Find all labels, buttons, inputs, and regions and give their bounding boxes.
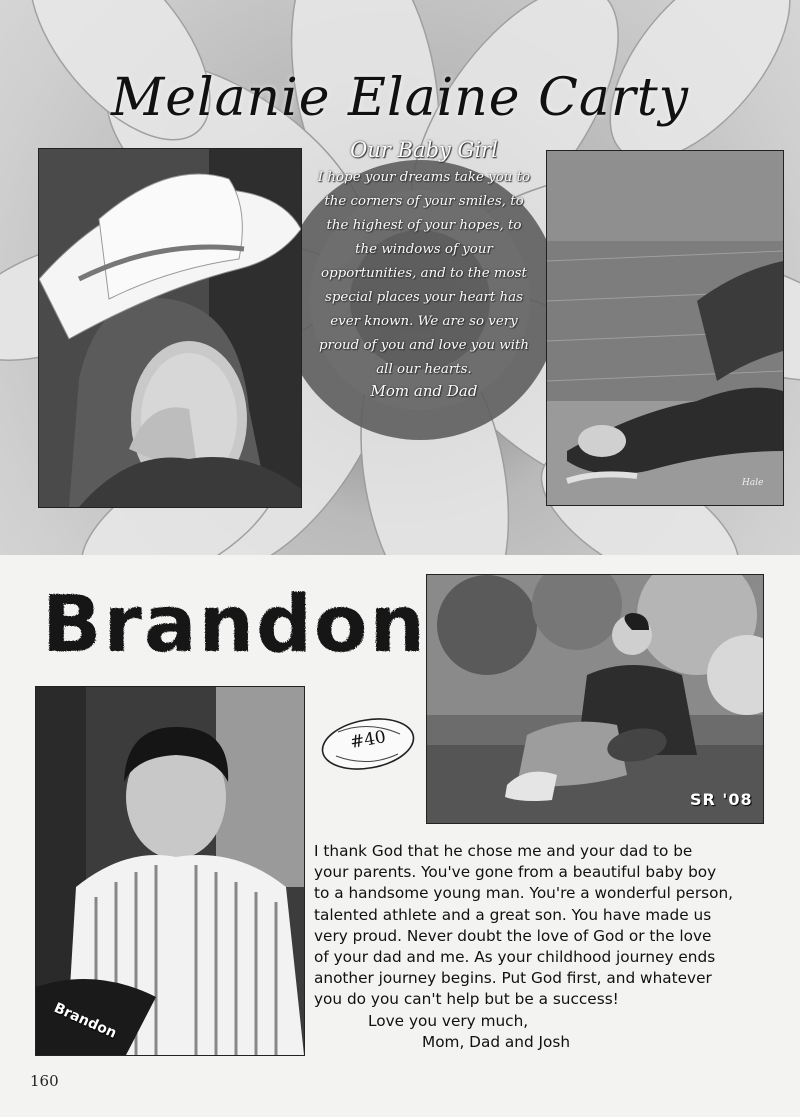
message-line: proud of you and love you with [318,338,530,353]
message-line: the corners of your smiles, to [324,194,524,209]
brandon-name-title [42,580,427,670]
melanie-section [0,0,800,555]
message-line: special places your heart has [324,290,524,305]
message-body [300,166,548,382]
melanie-message [300,138,548,438]
portrait-caption: Brandon [51,1000,119,1042]
message-heading: Our Baby Girl [350,138,498,162]
page-number: 160 [30,1072,59,1090]
message-line: ever known. We are so very [330,314,518,329]
message-line: all our hearts. [376,362,472,377]
letter-line: very proud. Never doubt the love of God or the love [314,926,712,945]
message-line: opportunities, and to the most [321,266,527,281]
message-signature: Mom and Dad [370,382,478,400]
letter-line: your parents. You've gone from a beautiful baby boy [314,863,717,882]
cowgirl-portrait-photo [38,148,302,508]
brandon-sitting-photo [426,574,764,824]
letter-closing: Love you very much, [368,1011,529,1030]
jersey-number: #40 [348,727,388,753]
letter-line: another journey begins. Put God first, and whatever [314,969,712,988]
melanie-name-title: Melanie Elaine Carty [110,68,689,128]
senior-year-caption: SR '08 [690,790,753,809]
letter-line: you do you can't help but be a success! [314,990,619,1009]
photographer-signature: Hale [742,478,764,488]
message-line: I hope your dreams take you to [317,170,531,185]
letter-line: talented athlete and a great son. You have made us [314,905,712,924]
message-line: the highest of your hopes, to [326,218,522,233]
brandon-letter [314,841,794,1053]
brandon-title-text: Brandon [42,580,428,670]
letter-line: to a handsome young man. You're a wonderful person, [314,884,733,903]
message-line: the windows of your [355,242,493,257]
letter-signature: Mom, Dad and Josh [422,1032,571,1051]
brandon-portrait-photo [35,686,305,1056]
letter-line: I thank God that he chose me and your dad to be [314,842,693,860]
hay-barn-photo [546,150,784,506]
letter-line: of your dad and me. As your childhood journey ends [314,948,716,967]
